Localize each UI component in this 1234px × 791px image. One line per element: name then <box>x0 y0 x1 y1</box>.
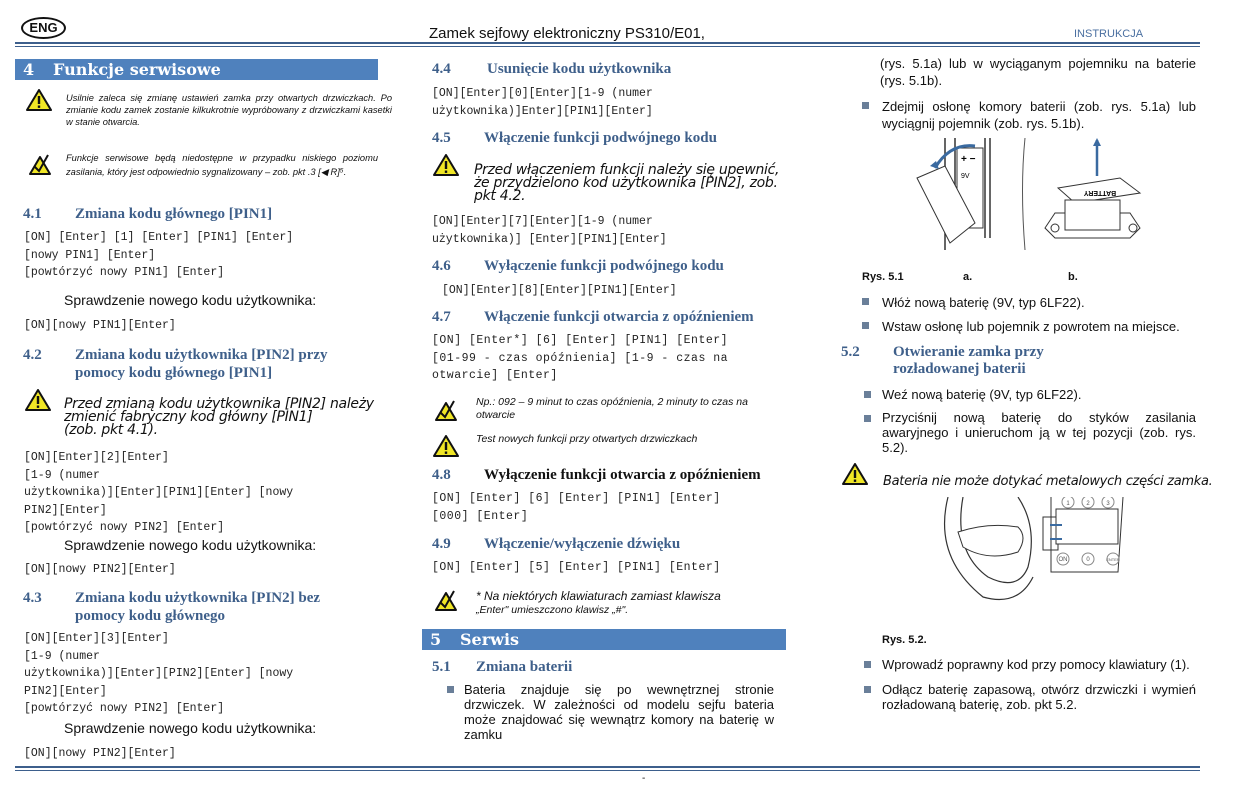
heading-title: Otwieranie zamka przy <box>893 344 1044 360</box>
code-line: użytkownika)][Enter][PIN2][Enter] [nowy <box>24 667 294 680</box>
bullet-text: Bateria znajduje się po wewnętrznej stronie drzwiczek. W zależności od modelu sejfu bateria może znajdować się wewnątrz komory na baterię w zamku <box>464 682 774 742</box>
code-4-2 <box>24 451 293 539</box>
figure-caption: Rys. 5.1 <box>862 271 904 283</box>
code-4-7 <box>432 334 728 387</box>
check-label: Sprawdzenie nowego kodu użytkownika: <box>64 292 317 308</box>
heading-number: 4.2 <box>23 347 42 363</box>
heading-number: 4.5 <box>432 130 451 146</box>
code-4-6: [ON][Enter][8][Enter][PIN1][Enter] <box>442 284 677 297</box>
figure-label-b: b. <box>1068 271 1078 283</box>
bullet-icon <box>862 298 869 305</box>
check-label: Sprawdzenie nowego kodu użytkownika: <box>64 720 317 736</box>
text-line: * Na niektórych klawiaturach zamiast klawisza <box>476 589 721 603</box>
code-line: [powtórzyć nowy PIN2] [Enter] <box>24 521 225 534</box>
section-5-bar <box>422 629 786 650</box>
bullet-icon <box>862 102 869 109</box>
bullet-icon <box>864 391 871 398</box>
note-text <box>476 589 721 617</box>
code-4-5 <box>432 215 667 250</box>
bullet-text: Zdejmij osłonę komory baterii (zob. rys. 5.1a) lub wyciągnij pojemnik (zob. rys. 5.1b). <box>882 99 1196 131</box>
heading-number: 4.7 <box>432 309 451 325</box>
note-text: Funkcje serwisowe będą niedostępne w przypadku niskiego poziomu zasilania, który jest odpowiednio sygnalizowany – zob. pkt .3 [◀ R]⁵. <box>66 153 378 177</box>
heading-title: rozładowanej baterii <box>893 361 1026 377</box>
page-number: - <box>642 773 646 784</box>
heading-title: Zmiana baterii <box>476 659 573 675</box>
text-line: Przed zmianą kodu użytkownika [PIN2] należy <box>64 396 374 412</box>
heading-title: Wyłączenie funkcji podwójnego kodu <box>484 258 724 274</box>
code-check-4-2: [ON][nowy PIN2][Enter] <box>24 563 176 576</box>
bullet-text: Wprowadź poprawny kod przy pomocy klawiatury (1). <box>882 657 1190 672</box>
note-icon <box>27 152 53 176</box>
key-label: 0 <box>1086 557 1090 563</box>
warning-icon <box>842 462 868 486</box>
code-line: [powtórzyć nowy PIN2] [Enter] <box>24 702 225 715</box>
note-text <box>476 396 748 422</box>
continued-text: (rys. 5.1a) lub w wyciąganym pojemniku na baterie (rys. 5.1b). <box>880 56 1196 88</box>
heading-number: 4.4 <box>432 61 451 77</box>
key-label: 2 <box>1086 501 1090 507</box>
warning-text: Test nowych funkcji przy otwartych drzwiczkach <box>476 433 698 445</box>
code-line: [1-9 (numer <box>24 649 100 663</box>
text-line: pkt 4.2. <box>474 188 526 204</box>
bullet-icon <box>864 686 871 693</box>
document-title: Zamek sejfowy elektroniczny PS310/E01, <box>429 25 705 42</box>
text-line: otwarcie <box>476 409 516 421</box>
code-line: [ON] [Enter] [6] [Enter] [PIN1] [Enter] <box>432 492 721 505</box>
warning-text <box>64 398 374 437</box>
code-check-4-1: [ON][nowy PIN1][Enter] <box>24 319 176 332</box>
bullet-text: Wstaw osłonę lub pojemnik z powrotem na miejsce. <box>882 319 1180 334</box>
battery-label: 9V <box>961 173 970 180</box>
code-4-3 <box>24 632 293 720</box>
heading-title: pomocy kodu głównego <box>75 608 226 624</box>
text-line: Np.: 092 – 9 minut to czas opóźnienia, 2 minuty to czas na <box>476 396 748 408</box>
battery-figure-5-1 <box>905 138 1145 250</box>
code-line: [01-99 - czas opóźnienia] [1-9 - czas na <box>432 351 729 365</box>
heading-title: Włączenie funkcji otwarcia z opóźnieniem <box>484 309 754 325</box>
text-line: zmienić fabryczny kod główny [PIN1] <box>64 409 313 425</box>
note-icon <box>433 588 459 612</box>
bullet-text: Weź nową baterię (9V, typ 6LF22). <box>882 387 1082 402</box>
code-line: [ON][Enter][0][Enter][1-9 (numer <box>432 87 653 100</box>
code-line: PIN2][Enter] <box>24 684 107 698</box>
note-icon <box>433 398 459 422</box>
heading-title: Zmiana kodu głównego [PIN1] <box>75 206 273 222</box>
code-line: [000] [Enter] <box>432 509 529 523</box>
key-label: ON <box>1058 557 1068 563</box>
heading-title: Włączenie funkcji podwójnego kodu <box>484 130 717 146</box>
code-line: [nowy PIN1] [Enter] <box>24 248 156 262</box>
heading-title: Zmiana kodu użytkownika [PIN2] bez <box>75 590 321 606</box>
code-line: [ON] [Enter*] [6] [Enter] [PIN1] [Enter] <box>432 334 729 347</box>
figure-label-a: a. <box>963 271 973 283</box>
heading-title: Wyłączenie funkcji otwarcia z opóźnieniem <box>484 467 761 483</box>
heading-number: 5.1 <box>432 659 451 675</box>
section-number: 4 <box>23 60 35 79</box>
section-title: Funkcje serwisowe <box>53 60 221 79</box>
warning-text: Usilnie zaleca się zmianę ustawień zamka przy otwartych drzwiczkach. Po zmianie kodu zamek zostanie kilkukrotnie wypróbowany z drzwiczkami kasetki w stanie otwarcia. <box>66 93 392 127</box>
heading-title: pomocy kodu głównego [PIN1] <box>75 365 273 381</box>
code-line: [ON][Enter][7][Enter][1-9 (numer <box>432 215 653 228</box>
text-line: Przed włączeniem funkcji należy się upewnić, <box>474 162 780 178</box>
heading-number: 5.2 <box>841 344 860 360</box>
bullet-text: Włóż nową baterię (9V, typ 6LF22). <box>882 295 1085 310</box>
bullet-icon <box>447 686 454 693</box>
figure-caption: Rys. 5.2. <box>882 634 927 646</box>
warning-icon <box>433 434 459 458</box>
bullet-icon <box>864 661 871 668</box>
heading-number: 4.6 <box>432 258 451 274</box>
bullet-icon <box>862 322 869 329</box>
bullet-text: Przyciśnij nową baterię do styków zasilania awaryjnego i unieruchom ją w tej pozycji (zob. rys. 5.2). <box>882 410 1196 455</box>
heading-number: 4.8 <box>432 467 451 483</box>
key-label: 3 <box>1106 501 1110 507</box>
code-check-4-3: [ON][nowy PIN2][Enter] <box>24 747 176 760</box>
battery-box-label: BATTERY <box>1083 189 1117 196</box>
bullet-icon <box>864 415 871 422</box>
section-4-bar <box>15 59 378 80</box>
code-line: użytkownika)][Enter][PIN1][Enter] [nowy <box>24 486 294 499</box>
code-line: [ON][Enter][2][Enter] <box>24 451 169 464</box>
code-4-8 <box>432 492 721 527</box>
code-line: otwarcie] [Enter] <box>432 369 558 382</box>
footer-divider <box>15 766 1200 771</box>
code-line: użytkownika)] [Enter][PIN1][Enter] <box>432 232 667 246</box>
warning-icon <box>433 153 459 177</box>
heading-number: 4.3 <box>23 590 42 606</box>
code-4-1 <box>24 231 293 284</box>
lock-figure-5-2 <box>938 497 1143 607</box>
text-line: (zob. pkt 4.1). <box>64 422 158 438</box>
heading-title: Usunięcie kodu użytkownika <box>487 61 672 77</box>
bullet-text: Odłącz baterię zapasową, otwórz drzwiczki i wymień rozładowaną baterię, zob. pkt 5.2. <box>882 682 1196 712</box>
warning-text: Bateria nie może dotykać metalowych części zamka. <box>883 474 1213 489</box>
heading-number: 4.9 <box>432 536 451 552</box>
code-line: [ON][Enter][3][Enter] <box>24 632 169 645</box>
code-line: PIN2][Enter] <box>24 503 107 517</box>
heading-number: 4.1 <box>23 206 42 222</box>
code-4-4 <box>432 87 653 122</box>
heading-title: Zmiana kodu użytkownika [PIN2] przy <box>75 347 328 363</box>
code-line: [ON] [Enter] [1] [Enter] [PIN1] [Enter] <box>24 231 294 244</box>
header-instrukcja: INSTRUKCJA <box>1074 28 1144 40</box>
section-title: Serwis <box>460 630 520 649</box>
code-line: [1-9 (numer <box>24 468 100 482</box>
eng-logo: ENG <box>21 17 66 39</box>
code-line: użytkownika)]Enter][PIN1][Enter] <box>432 104 653 118</box>
code-4-9: [ON] [Enter] [5] [Enter] [PIN1] [Enter] <box>432 561 721 574</box>
warning-icon <box>26 88 52 112</box>
section-number: 5 <box>430 630 442 649</box>
text-line: „Enter" umieszczono klawisz „#". <box>476 604 629 616</box>
code-line: [powtórzyć nowy PIN1] [Enter] <box>24 266 225 279</box>
heading-title: Włączenie/wyłączenie dźwięku <box>484 536 681 552</box>
warning-text <box>474 164 779 203</box>
battery-plus-minus: + − <box>961 154 976 165</box>
warning-icon <box>25 388 51 412</box>
check-label: Sprawdzenie nowego kodu użytkownika: <box>64 537 317 553</box>
header-divider <box>15 42 1200 47</box>
key-label: 1 <box>1066 501 1070 507</box>
text-line: że przydzielono kod użytkownika [PIN2], zob. <box>474 175 778 191</box>
key-label: ENTER <box>1106 557 1120 562</box>
